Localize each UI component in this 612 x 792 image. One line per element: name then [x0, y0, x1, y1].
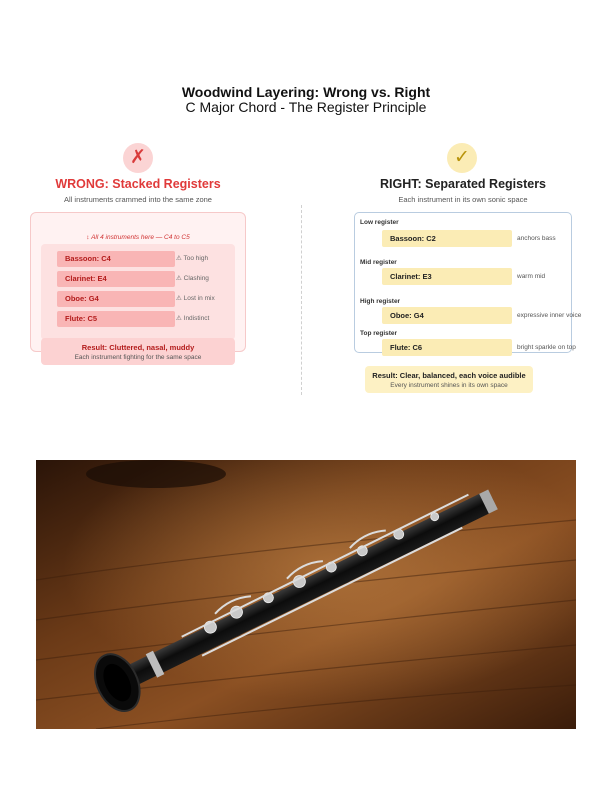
- wrong-heading: WRONG: Stacked Registers: [55, 177, 221, 191]
- register-label-low: Low register: [360, 219, 399, 226]
- wrong-result: Result: Cluttered, nasal, muddy: [81, 343, 195, 352]
- check-icon: ✓: [447, 143, 477, 173]
- oboe-photo: [36, 460, 576, 729]
- wrong-zone-label: ↕ All 4 instruments here — C4 to C5: [86, 234, 190, 241]
- right-bar-bassoon: Bassoon: C2: [382, 230, 512, 247]
- diagram-subtitle: C Major Chord - The Register Principle: [185, 99, 427, 115]
- register-label-mid: Mid register: [360, 259, 397, 266]
- wrong-note-clarinet: ⚠ Clashing: [176, 275, 209, 282]
- wrong-bar-oboe: Oboe: G4: [57, 291, 175, 307]
- diagram-title: Woodwind Layering: Wrong vs. Right: [181, 84, 431, 100]
- right-result: Result: Clear, balanced, each voice audible: [372, 371, 526, 380]
- wrong-subheading: All instruments crammed into the same zone: [64, 195, 212, 204]
- right-result-sub: Every instrument shines in its own space: [390, 382, 508, 389]
- right-note-bassoon: anchors bass: [517, 235, 556, 242]
- right-subheading: Each instrument in its own sonic space: [398, 195, 528, 204]
- right-bar-flute: Flute: C6: [382, 339, 512, 356]
- oboe-photo-art: [36, 460, 576, 729]
- cross-icon: ✗: [123, 143, 153, 173]
- right-bar-oboe: Oboe: G4: [382, 307, 512, 324]
- wrong-bar-flute: Flute: C5: [57, 311, 175, 327]
- right-note-oboe: expressive inner voice: [517, 312, 582, 319]
- wrong-note-flute: ⚠ Indistinct: [176, 315, 210, 322]
- wrong-note-bassoon: ⚠ Too high: [176, 255, 209, 262]
- right-note-flute: bright sparkle on top: [517, 344, 576, 351]
- wrong-bar-clarinet: Clarinet: E4: [57, 271, 175, 287]
- wrong-note-oboe: ⚠ Lost in mix: [176, 295, 215, 302]
- wrong-bar-bassoon: Bassoon: C4: [57, 251, 175, 267]
- register-label-top: Top register: [360, 330, 398, 337]
- right-note-clarinet: warm mid: [517, 273, 546, 280]
- right-bar-clarinet: Clarinet: E3: [382, 268, 512, 285]
- column-divider: [301, 205, 302, 395]
- wrong-result-sub: Each instrument fighting for the same space: [74, 354, 202, 361]
- register-label-high: High register: [360, 298, 401, 305]
- right-heading: RIGHT: Separated Registers: [379, 177, 547, 191]
